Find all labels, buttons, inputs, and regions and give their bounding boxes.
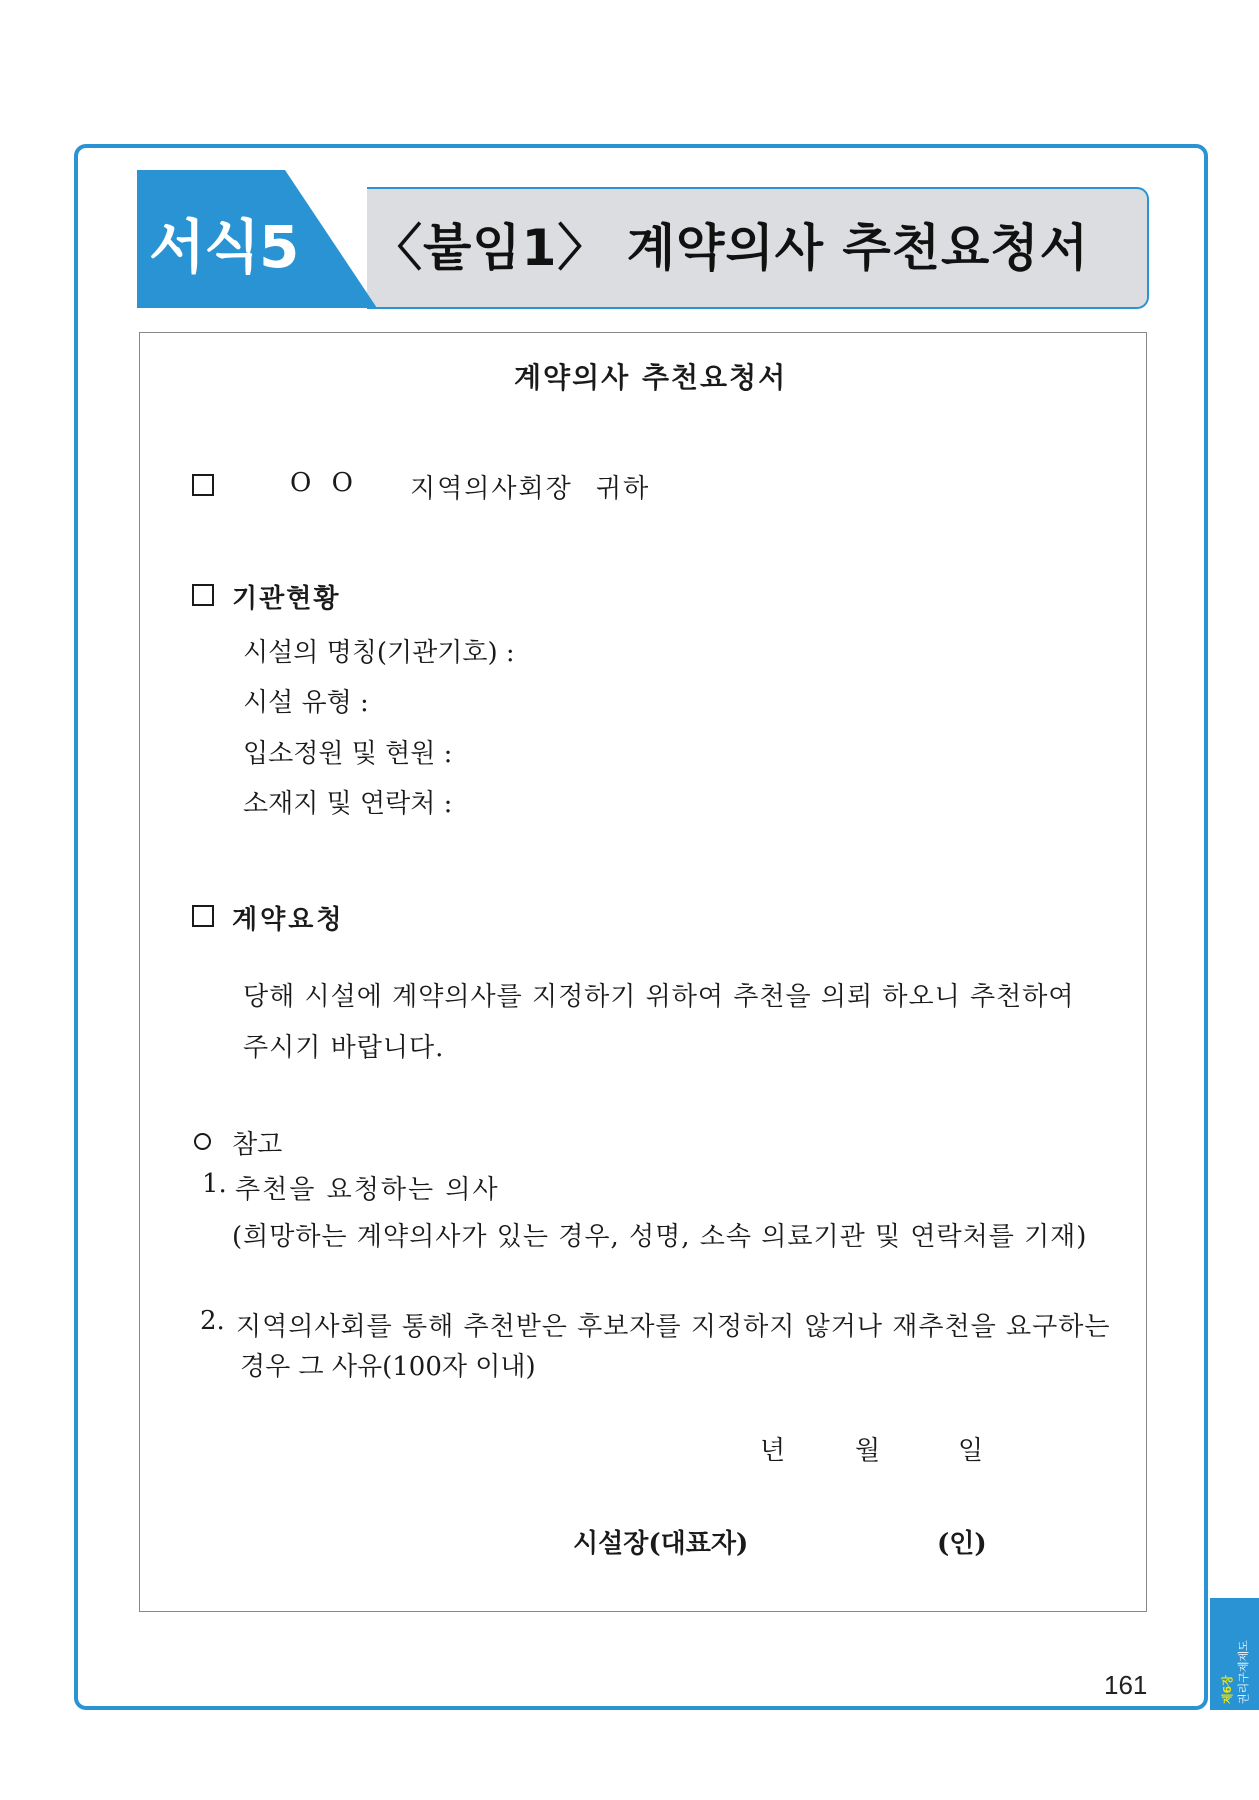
addressee-placeholder: O O — [290, 468, 359, 498]
date-day: 일 — [958, 1436, 984, 1466]
note1-number: 1. — [202, 1169, 227, 1199]
date-year: 년 — [760, 1436, 786, 1466]
request-body-line1: 당해 시설에 계약의사를 지정하기 위하여 추천을 의뢰 하오니 추천하여 — [243, 982, 1075, 1012]
circle-bullet-icon — [194, 1133, 211, 1150]
chapter-title: 권리구제제도 — [1236, 1640, 1250, 1704]
seal-mark: (인) — [937, 1529, 987, 1559]
checkbox-square-icon — [192, 584, 214, 606]
note2-detail: 경우 그 사유(100자 이내) — [240, 1352, 536, 1382]
field-location-contact: 소재지 및 연락처 : — [243, 789, 453, 819]
note2-text: 지역의사회를 통해 추천받은 후보자를 지정하지 않거나 재추천을 요구하는 — [236, 1312, 1111, 1342]
page-number: 161 — [1104, 1670, 1148, 1700]
request-body-line2: 주시기 바랍니다. — [243, 1033, 445, 1063]
field-capacity: 입소정원 및 현원 : — [243, 739, 453, 769]
notes-heading: 참고 — [232, 1130, 283, 1160]
section-heading-status: 기관현황 — [232, 584, 341, 614]
note2-number: 2. — [200, 1306, 225, 1336]
request-form-box — [139, 332, 1147, 1612]
date-month: 월 — [855, 1436, 881, 1466]
document-title: 계약의사 추천요청서 — [514, 361, 788, 394]
form-title: 〈붙임1〉 계약의사 추천요청서 — [372, 219, 1089, 277]
addressee-suffix: 귀하 — [596, 474, 651, 504]
section-heading-request: 계약요청 — [232, 905, 345, 935]
checkbox-square-icon — [192, 474, 214, 496]
note1-detail: (희망하는 계약의사가 있는 경우, 성명, 소속 의료기관 및 연락처를 기재) — [232, 1222, 1088, 1252]
chapter-number: 제6장 — [1220, 1675, 1234, 1704]
addressee-recipient: 지역의사회장 — [410, 474, 573, 504]
chapter-side-tab — [1210, 1598, 1259, 1710]
signature-label: 시설장(대표자) — [573, 1529, 749, 1559]
form-header — [137, 170, 1149, 308]
field-facility-name: 시설의 명칭(기관기호) : — [243, 638, 515, 668]
checkbox-square-icon — [192, 905, 214, 927]
field-facility-type: 시설 유형 : — [243, 688, 369, 718]
form-number-label: 서식5 — [149, 213, 299, 281]
note1-text: 추천을 요청하는 의사 — [235, 1175, 500, 1205]
